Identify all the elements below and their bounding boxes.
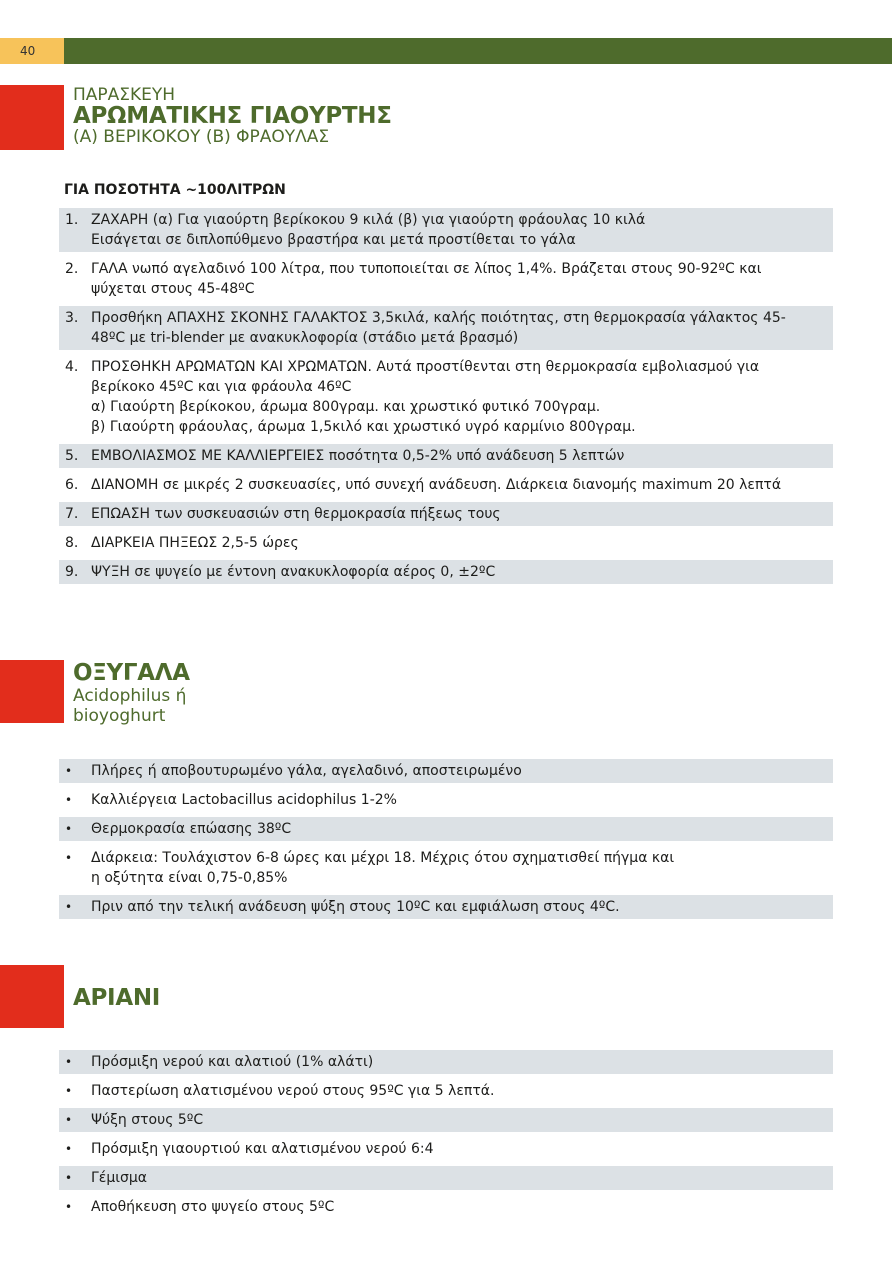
step-item (59, 257, 833, 301)
step-text-line: 48ºC με tri-blender με ανακυκλοφορία (στάδιο μετά βρασμό) (91, 330, 519, 346)
bullet-icon: • (65, 822, 73, 836)
ariani-text-line: Ψύξη στους 5ºC (91, 1112, 204, 1128)
step-item (59, 502, 833, 526)
step-text-line: Προσθήκη ΑΠΑΧΗΣ ΣΚΟΝΗΣ ΓΑΛΑΚΤΟΣ 3,5κιλά, καλής ποιότητας, στη θερμοκρασία γάλακτος 45- (91, 310, 786, 326)
step-text-line: ΠΡΟΣΘΗΚΗ ΑΡΩΜΑΤΩΝ ΚΑΙ ΧΡΩΜΑΤΩΝ. Αυτά προστίθενται στη θερμοκρασία εμβολιασμού για (91, 359, 760, 375)
bullet-icon: • (65, 793, 73, 807)
oxygala-text-line: Πλήρες ή αποβουτυρωμένο γάλα, αγελαδινό, αποστειρωμένο (91, 763, 522, 779)
ariani-text-line: Γέμισμα (91, 1170, 148, 1186)
step-number: 9. (65, 564, 79, 580)
step-text-line: β) Γιαούρτη φράουλας, άρωμα 1,5κιλό και χρωστικό υγρό καρμίνιο 800γραμ. (91, 419, 636, 435)
step-item (59, 560, 833, 584)
oxygala-text-line: η οξύτητα είναι 0,75-0,85% (91, 870, 288, 886)
step-item (59, 306, 833, 350)
step-item (59, 355, 833, 439)
oxygala-item (59, 846, 833, 890)
step-item (59, 531, 833, 555)
ariani-item (59, 1166, 833, 1190)
bullet-icon: • (65, 1171, 73, 1185)
step-text-line: Εισάγεται σε διπλοπύθμενο βραστήρα και μετά προστίθεται το γάλα (91, 232, 576, 248)
ariani-text-line: Παστερίωση αλατισμένου νερού στους 95ºC για 5 λεπτά. (91, 1083, 495, 1099)
bullet-icon: • (65, 1055, 73, 1069)
ariani-list (59, 1050, 833, 1224)
bullet-icon: • (65, 851, 73, 865)
section3-heading (73, 985, 160, 1011)
step-item (59, 473, 833, 497)
step-text-line: ΔΙΑΡΚΕΙΑ ΠΗΞΕΩΣ 2,5-5 ώρες (91, 535, 299, 551)
oxygala-text-line: Καλλιέργεια Lactobacillus acidophilus 1-2% (91, 792, 397, 808)
section3-title: ΑΡΙΑΝΙ (73, 985, 161, 1011)
ariani-item (59, 1137, 833, 1161)
section2-subtitle-line2: bioyoghurt (73, 706, 166, 726)
section-marker-red (0, 85, 64, 150)
header-bar (0, 38, 892, 64)
oxygala-item (59, 817, 833, 841)
step-text-line: ΖΑΧΑΡΗ (α) Για γιαούρτη βερίκοκου 9 κιλά (β) για γιαούρτη φράουλας 10 κιλά (91, 212, 646, 228)
oxygala-item (59, 759, 833, 783)
section2-title: ΟΞΥΓΑΛΑ (73, 660, 190, 686)
step-number: 6. (65, 477, 79, 493)
bullet-icon: • (65, 1200, 73, 1214)
step-number: 3. (65, 310, 79, 326)
oxygala-text-line: Θερμοκρασία επώασης 38ºC (91, 821, 292, 837)
ariani-item (59, 1079, 833, 1103)
step-text-line: βερίκοκο 45ºC και για φράουλα 46ºC (91, 379, 352, 395)
step-text-line: ΨΥΞΗ σε ψυγείο με έντονη ανακυκλοφορία αέρος 0, ±2ºC (91, 564, 496, 580)
step-text-line: ΕΠΩΑΣΗ των συσκευασιών στη θερμοκρασία πήξεως τους (91, 506, 501, 522)
step-number: 5. (65, 448, 79, 464)
ariani-text-line: Αποθήκευση στο ψυγείο στους 5ºC (91, 1199, 335, 1215)
section1-title-line2: ΑΡΩΜΑΤΙΚΗΣ ΓΙΑΟΥΡΤΗΣ (73, 103, 392, 129)
section1-heading (73, 86, 392, 147)
oxygala-item (59, 788, 833, 812)
step-text-line: α) Γιαούρτη βερίκοκου, άρωμα 800γραμ. και χρωστικό φυτικό 700γραμ. (91, 399, 601, 415)
oxygala-list (59, 759, 833, 924)
step-text-line: ΕΜΒΟΛΙΑΣΜΟΣ ΜΕ ΚΑΛΛΙΕΡΓΕΙΕΣ ποσότητα 0,5-2% υπό ανάδευση 5 λεπτών (91, 448, 625, 464)
oxygala-item (59, 895, 833, 919)
quantity-label: ΓΙΑ ΠΟΣΟΤΗΤΑ ~100ΛΙΤΡΩΝ (64, 182, 286, 198)
section2-heading (73, 660, 190, 726)
bullet-icon: • (65, 1142, 73, 1156)
step-item (59, 444, 833, 468)
ariani-text-line: Πρόσμιξη νερού και αλατιού (1% αλάτι) (91, 1054, 374, 1070)
step-number: 7. (65, 506, 79, 522)
ariani-item (59, 1050, 833, 1074)
bullet-icon: • (65, 900, 73, 914)
step-text-line: ΔΙΑΝΟΜΗ σε μικρές 2 συσκευασίες, υπό συνεχή ανάδευση. Διάρκεια διανομής maximum 20 λεπτά (91, 477, 782, 493)
page-number: 40 (0, 38, 64, 64)
bullet-icon: • (65, 764, 73, 778)
ariani-text-line: Πρόσμιξη γιαουρτιού και αλατισμένου νερού 6:4 (91, 1141, 434, 1157)
step-number: 1. (65, 212, 79, 228)
ariani-item (59, 1108, 833, 1132)
step-number: 2. (65, 261, 79, 277)
section-marker-red (0, 660, 64, 723)
section1-title-line3: (Α) ΒΕΡΙΚΟΚΟΥ (Β) ΦΡΑΟΥΛΑΣ (73, 127, 330, 147)
bullet-icon: • (65, 1113, 73, 1127)
step-text-line: ψύχεται στους 45-48ºC (91, 281, 255, 297)
step-text-line: ΓΑΛΑ νωπό αγελαδινό 100 λίτρα, που τυποποιείται σε λίπος 1,4%. Βράζεται στους 90-92ºC και (91, 261, 762, 277)
section1-title-line1: ΠΑΡΑΣΚΕΥΗ (73, 85, 176, 105)
bullet-icon: • (65, 1084, 73, 1098)
step-number: 8. (65, 535, 79, 551)
step-number: 4. (65, 359, 79, 375)
ariani-item (59, 1195, 833, 1219)
oxygala-text-line: Πριν από την τελική ανάδευση ψύξη στους 10ºC και εμφιάλωση στους 4ºC. (91, 899, 620, 915)
oxygala-text-line: Διάρκεια: Τουλάχιστον 6-8 ώρες και μέχρι 18. Μέχρις ότου σχηματισθεί πήγμα και (91, 850, 675, 866)
steps-list (59, 208, 833, 589)
step-item (59, 208, 833, 252)
section-marker-red (0, 965, 64, 1028)
section2-subtitle-line1: Acidophilus ή (73, 686, 187, 706)
